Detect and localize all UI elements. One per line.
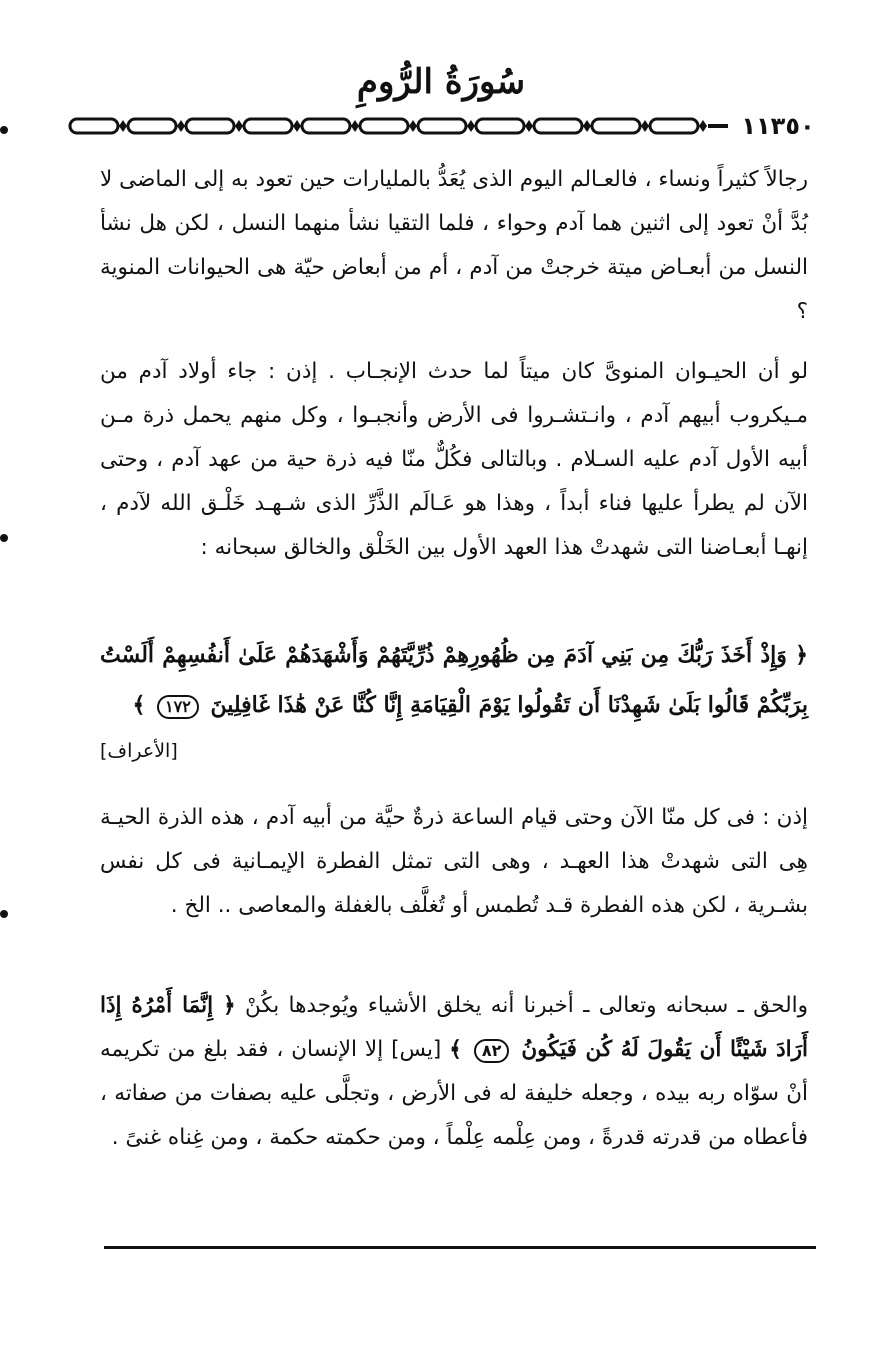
- page-number: ١١٣٥٠: [728, 112, 828, 140]
- verse-number-marker: ١٧٢: [157, 695, 199, 719]
- margin-mark: [0, 126, 8, 134]
- surah-title: سُورَةُ الرُّومِ: [356, 62, 526, 102]
- inline-verse-text: ﴿ إِنَّمَا أَمْرُهُ إِذَا أَرَادَ شَيْئًا أَن يَقُولَ لَهُ كُن فَيَكُونُ: [100, 993, 809, 1062]
- ornamental-border: [66, 114, 730, 138]
- verse-closing-bracket: ﴾: [132, 692, 146, 718]
- paragraph-2-text: لو أن الحيـوان المنوىَّ كان ميتاً لما حدث الإنجـاب . إذن : جاء أولاد آدم من مـيكروب أبيهم آدم ، وانـتشـروا فى الأرض وأنجبـوا ، وكل منهم يحمل ذرة مـن أبيه الأول آدم عليه السـلام . وبالتالى فكُلٌّ منّا فيه ذرة حية من عهد آدم ، وحتى الآن لم يطرأ عليها فناء أبداً ، وهذا هو عَـالَم الذَّرِّ الذى شـهـد خَلْـق الله لآدم ، إنهـا أبعـاضنا التى شهدتْ هذا العهد الأول بين الخَلْق والخالق سبحانه :: [100, 359, 808, 560]
- paragraph-1: [100, 158, 808, 334]
- paragraph-4-continuation: إلا الإنسان ، فقد بلغ من تكريمه أنْ سوّاه ربه بيده ، وجعله خليفة له فى الأرض ، وتجلَّى عليه بصفات من صفاته ، فأعطاه من قدرته قدرةً ، ومن عِلْمه عِلْماً ، ومن حكمته حكمة ، ومن غِناه غنىً .: [100, 1037, 808, 1150]
- verse-text: ﴿ وَإِذْ أَخَذَ رَبُّكَ مِن بَنِي آدَمَ مِن ظُهُورِهِمْ ذُرِّيَّتَهُمْ وَأَشْهَدَهُمْ عَلَىٰ أَنفُسِهِمْ أَلَسْتُ بِرَبِّكُمْ قَالُوا بَلَىٰ شَهِدْنَا أَن تَقُولُوا يَوْمَ الْقِيَامَةِ إِنَّا كُنَّا عَنْ هَٰذَا غَافِلِينَ: [100, 642, 808, 718]
- inline-verse-number: ٨٢: [474, 1039, 510, 1063]
- bottom-rule: [104, 1246, 816, 1249]
- paragraph-4-text: [100, 984, 808, 1160]
- verse-reference: [الأعراف]: [100, 740, 178, 762]
- paragraph-3-text: إذن : فى كل منّا الآن وحتى قيام الساعة ذرةٌ حيَّة من أبيه آدم ، هذه الذرة الحيـة هِى التى شهدتْ هذا العهـد ، وهى التى تمثل الفطرة الإيمـانية فى كل نفس بشـرية ، لكن هذه الفطرة قـد تُطمس أو تُغلَّف بالغفلة والمعاصى .. الخ .: [100, 805, 808, 918]
- quran-verse-block: [100, 630, 808, 730]
- paragraph-4-intro: والحق ـ سبحانه وتعالى ـ أخبرنا أنه يخلق الأشياء ويُوجدها بكُنْ: [244, 993, 808, 1018]
- paragraph-2: [100, 350, 808, 570]
- paragraph-3: [100, 796, 808, 928]
- margin-mark: [0, 534, 8, 542]
- paragraph-4: [100, 984, 808, 1160]
- paragraph-1-text: رجالاً كثيراً ونساء ، فالعـالم اليوم الذى يُعَدُّ بالمليارات حين تعود به إلى الماضى لا بُدَّ أنْ تعود إلى اثنين هما آدم وحواء ، فلما التقيا نشأ منهما النسل ، لكن هل نشأ النسل من أبعـاض ميتة خرجتْ من آدم ، أم من أبعاض حيّة هى الحيوانات المنوية ؟: [100, 167, 808, 324]
- inline-verse-reference: [يس]: [391, 1037, 442, 1062]
- margin-mark: [0, 910, 8, 918]
- inline-verse-closing-bracket: ﴾: [449, 1037, 462, 1062]
